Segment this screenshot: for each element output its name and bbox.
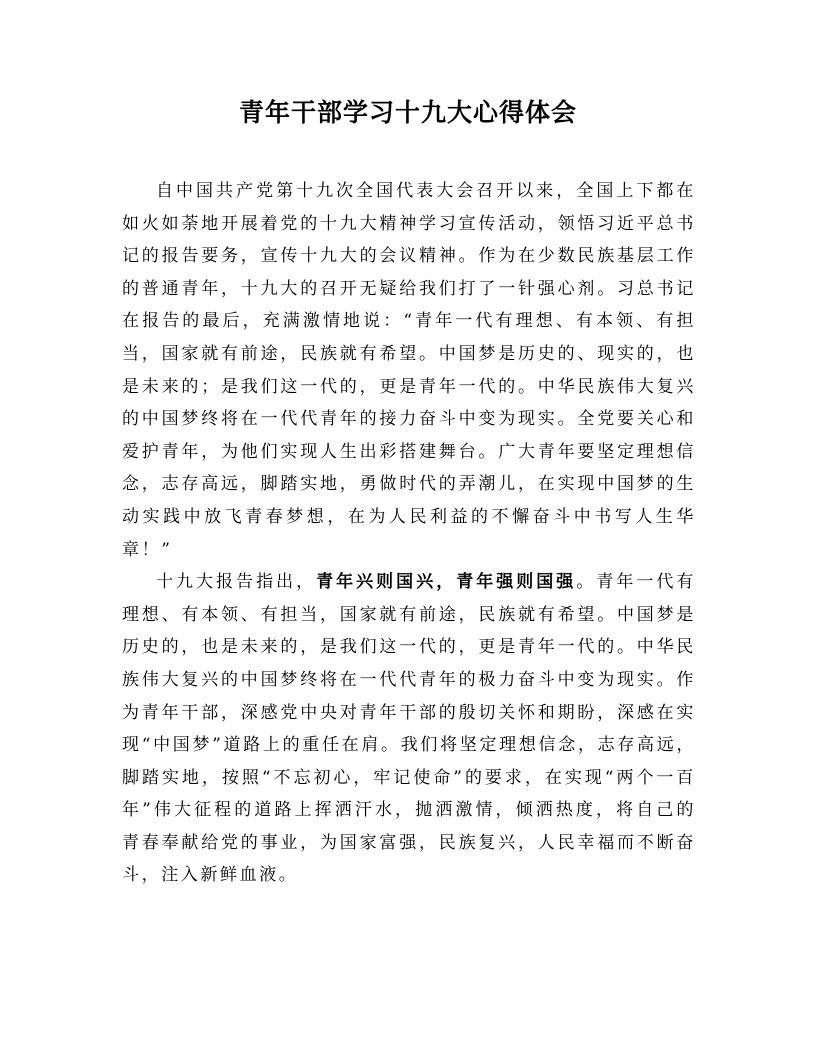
- document-body: [122, 175, 696, 892]
- paragraph-2-rest: 。青年一代有理想、有本领、有担当，国家就有前途，民族就有希望。中国梦是历史的，也是未来的，是我们这一代的，更是青年一代的。中华民族伟大复兴的中国梦终将在一代代青年的极力奋斗中变为现实。作为青年干部，深感党中央对青年干部的殷切关怀和期盼，深感在实现“中国梦”道路上的重任在肩。我们将坚定理想信念，志存高远，脚踏实地，按照“不忘初心，牢记使命”的要求，在实现“两个一百年”伟大征程的道路上挥洒汗水，抛洒激情，倾洒热度，将自己的青春奉献给党的事业，为国家富强，民族复兴，人民幸福而不断奋斗，注入新鲜血液。: [122, 572, 696, 886]
- paragraph-2-emphasis: 青年兴则国兴，青年强则国强: [316, 572, 577, 593]
- document-title: 青年干部学习十九大心得体会: [238, 98, 577, 127]
- paragraph-2-lead: 十九大报告指出，: [156, 572, 317, 593]
- paragraph-1: 自中国共产党第十九次全国代表大会召开以来，全国上下都在如火如荼地开展着党的十九大精神学习宣传活动，领悟习近平总书记的报告要务，宣传十九大的会议精神。作为在少数民族基层工作的普通青年，十九大的召开无疑给我们打了一针强心剂。习总书记在报告的最后，充满激情地说：“青年一代有理想、有本领、有担当，国家就有前途，民族就有希望。中国梦是历史的、现实的，也是未来的；是我们这一代的，更是青年一代的。中华民族伟大复兴的中国梦终将在一代代青年的接力奋斗中变为现实。全党要关心和爱护青年，为他们实现人生出彩搭建舞台。广大青年要坚定理想信念，志存高远，脚踏实地，勇做时代的弄潮儿，在实现中国梦的生动实践中放飞青春梦想，在为人民利益的不懈奋斗中书写人生华章！”: [122, 181, 696, 560]
- paragraph-2: [122, 566, 696, 892]
